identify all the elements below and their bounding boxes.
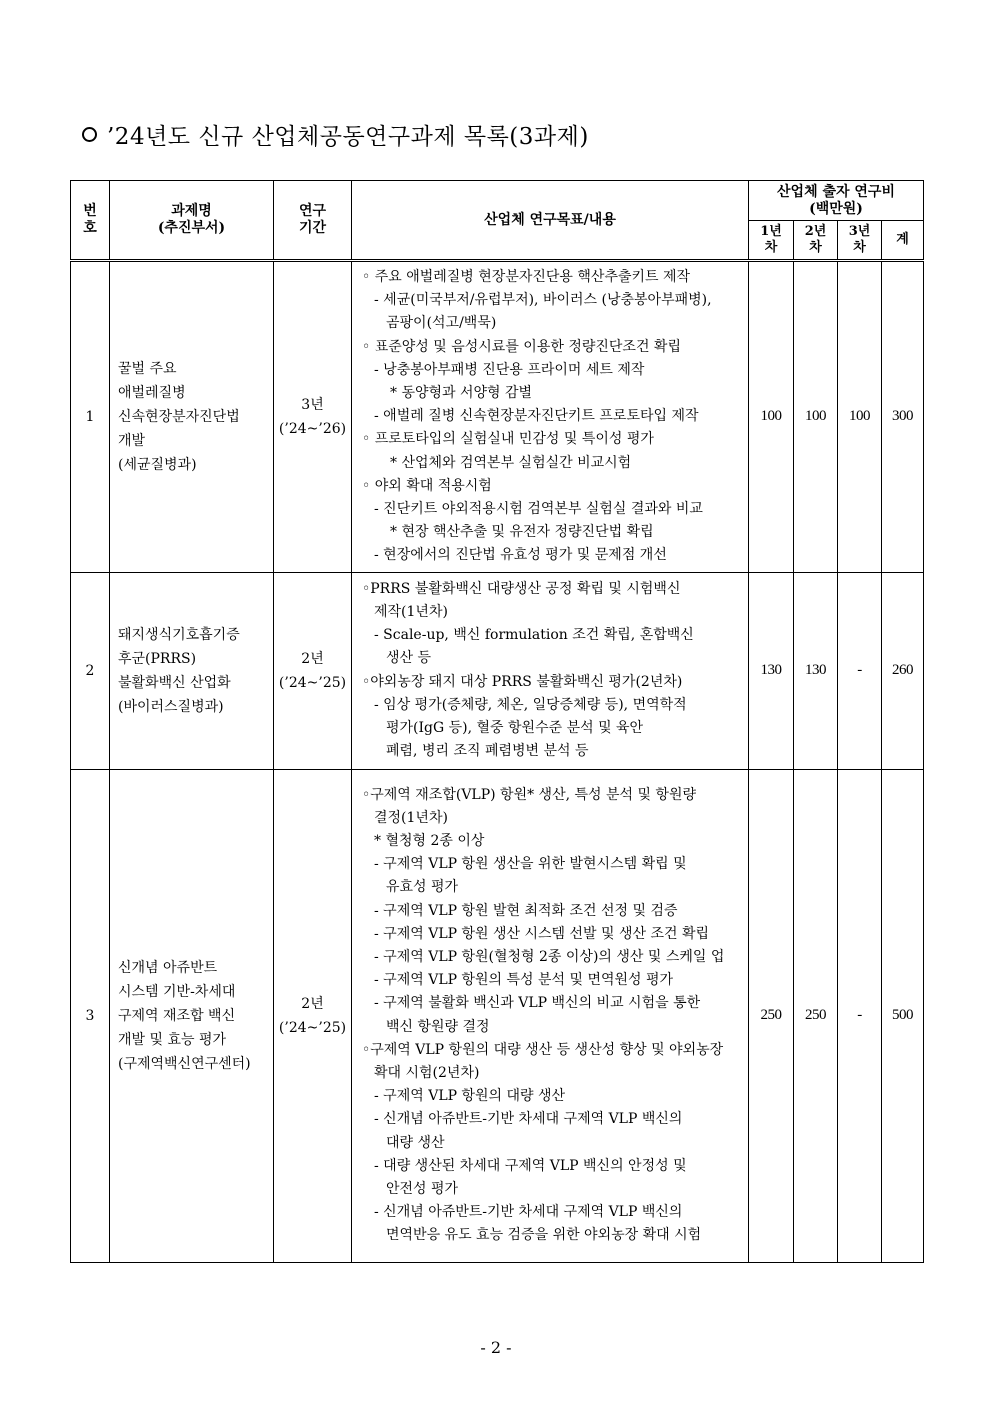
- project-name: 신개념 아쥬반트 시스템 기반-차세대 구제역 재조합 백신 개발 및 효능 평가 (구제역백신연구센터): [110, 769, 274, 1262]
- funding-year3: -: [838, 769, 882, 1262]
- page-title: [82, 118, 589, 151]
- header-year3: 3년 차: [838, 221, 882, 261]
- content-line: 안전성 평가: [386, 1181, 459, 1198]
- project-name: 돼지생식기호흡기증 후군(PRRS) 불활화백신 산업화 (바이러스질병과): [110, 572, 274, 769]
- content-line: - 구제역 VLP 항원 생산을 위한 발현시스템 확립 및: [374, 856, 687, 873]
- project-name: 꿀벌 주요 애벌레질병 신속현장분자진단법 개발 (세균질병과): [110, 261, 274, 573]
- research-period: 2년 (’24~’25): [274, 769, 352, 1262]
- table-row: [71, 261, 924, 573]
- content-line: - 신개념 아쥬반트-기반 차세대 구제역 VLP 백신의: [374, 1111, 683, 1128]
- content-line: 대량 생산: [386, 1134, 445, 1151]
- content-line: * 동양형과 서양형 감별: [390, 385, 533, 402]
- research-period: 2년 (’24~’25): [274, 572, 352, 769]
- funding-total: 260: [882, 572, 924, 769]
- row-number: 3: [71, 769, 110, 1262]
- page-title-text: ’24년도 신규 산업체공동연구과제 목록(3과제): [107, 124, 589, 150]
- header-total: 계: [882, 221, 924, 261]
- table-row: [71, 769, 924, 1262]
- funding-year2: 250: [794, 769, 838, 1262]
- content-line: 생산 등: [386, 650, 432, 667]
- content-line: - 애벌레 질병 신속현장분자진단키트 프로토타입 제작: [374, 408, 699, 425]
- content-line: ◦ 주요 애벌레질병 현장분자진단용 핵산추출키트 제작: [362, 269, 691, 285]
- content-line: * 현장 핵산추출 및 유전자 정량진단법 확립: [390, 524, 654, 541]
- content-line: 백신 항원량 결정: [386, 1018, 490, 1035]
- project-table: [70, 180, 924, 1263]
- funding-year1: 250: [749, 769, 794, 1262]
- table-row: [71, 572, 924, 769]
- content-line: - 구제역 불활화 백신과 VLP 백신의 비교 시험을 통한: [374, 995, 701, 1012]
- research-content: [352, 769, 749, 1262]
- header-funding: 산업체 출자 연구비 (백만원): [749, 181, 924, 221]
- page-number: - 2 -: [480, 1338, 512, 1357]
- content-line: ◦PRRS 불활화백신 대량생산 공정 확립 및 시험백신: [362, 580, 681, 597]
- header-no: 번 호: [71, 181, 110, 261]
- content-line: - 신개념 아쥬반트-기반 차세대 구제역 VLP 백신의: [374, 1204, 683, 1221]
- content-line: ◦야외농장 돼지 대상 PRRS 불활화백신 평가(2년차): [362, 673, 683, 690]
- funding-year3: -: [838, 572, 882, 769]
- content-line: - 대량 생산된 차세대 구제역 VLP 백신의 안정성 및: [374, 1157, 687, 1174]
- row-number: 2: [71, 572, 110, 769]
- content-line: 제작(1년차): [374, 604, 448, 621]
- content-line: ◦ 표준양성 및 음성시료를 이용한 정량진단조건 확립: [362, 338, 681, 355]
- content-line: - 진단키트 야외적용시험 검역본부 실험실 결과와 비교: [374, 501, 703, 518]
- content-line: - 구제역 VLP 항원의 대량 생산: [374, 1088, 566, 1105]
- header-year1: 1년 차: [749, 221, 794, 261]
- content-line: - 낭충봉아부패병 진단용 프라이머 세트 제작: [374, 361, 645, 378]
- research-content: [352, 572, 749, 769]
- content-line: - 세균(미국부저/유럽부저), 바이러스 (낭충봉아부패병),: [374, 292, 712, 309]
- content-line: 폐렴, 병리 조직 폐렴병변 분석 등: [386, 743, 589, 760]
- content-line: ◦ 프로토타입의 실험실내 민감성 및 특이성 평가: [362, 431, 654, 448]
- content-line: - 구제역 VLP 항원 발현 최적화 조건 선정 및 검증: [374, 902, 678, 919]
- funding-year1: 100: [749, 261, 794, 573]
- content-line: - 구제역 VLP 항원(혈청형 2종 이상)의 생산 및 스케일 업: [374, 949, 725, 966]
- content-line: 평가(IgG 등), 혈중 항원수준 분석 및 육안: [386, 720, 644, 737]
- content-line: 결정(1년차): [374, 809, 448, 826]
- content-line: ◦ 야외 확대 적용시험: [362, 477, 492, 494]
- circle-bullet-icon: [82, 127, 97, 142]
- header-name: 과제명 (추진부서): [110, 181, 274, 261]
- content-line: - 구제역 VLP 항원의 특성 분석 및 면역원성 평가: [374, 972, 674, 989]
- research-period: 3년 (’24~’26): [274, 261, 352, 573]
- header-period: 연구 기간: [274, 181, 352, 261]
- content-line: * 혈청형 2종 이상: [374, 833, 485, 850]
- content-line: - Scale-up, 백신 formulation 조건 확립, 혼합백신: [374, 627, 694, 644]
- funding-year2: 100: [794, 261, 838, 573]
- content-line: - 구제역 VLP 항원 생산 시스템 선발 및 생산 조건 확립: [374, 925, 710, 942]
- header-year2: 2년 차: [794, 221, 838, 261]
- header-content: 산업체 연구목표/내용: [352, 181, 749, 261]
- funding-year3: 100: [838, 261, 882, 573]
- row-number: 1: [71, 261, 110, 573]
- content-line: 면역반응 유도 효능 검증을 위한 야외농장 확대 시험: [386, 1227, 702, 1244]
- content-line: ◦구제역 VLP 항원의 대량 생산 등 생산성 향상 및 야외농장: [362, 1041, 724, 1058]
- funding-total: 500: [882, 769, 924, 1262]
- funding-total: 300: [882, 261, 924, 573]
- content-line: - 현장에서의 진단법 유효성 평가 및 문제점 개선: [374, 547, 667, 564]
- content-line: ◦구제역 재조합(VLP) 항원* 생산, 특성 분석 및 항원량: [362, 786, 697, 803]
- content-line: 확대 시험(2년차): [374, 1065, 480, 1082]
- funding-year1: 130: [749, 572, 794, 769]
- funding-year2: 130: [794, 572, 838, 769]
- research-content: [352, 261, 749, 573]
- content-line: * 산업체와 검역본부 실험실간 비교시험: [390, 454, 632, 471]
- content-line: 유효성 평가: [386, 879, 459, 896]
- content-line: 곰팡이(석고/백묵): [386, 315, 497, 332]
- content-line: - 임상 평가(증체량, 체온, 일당증체량 등), 면역학적: [374, 696, 687, 713]
